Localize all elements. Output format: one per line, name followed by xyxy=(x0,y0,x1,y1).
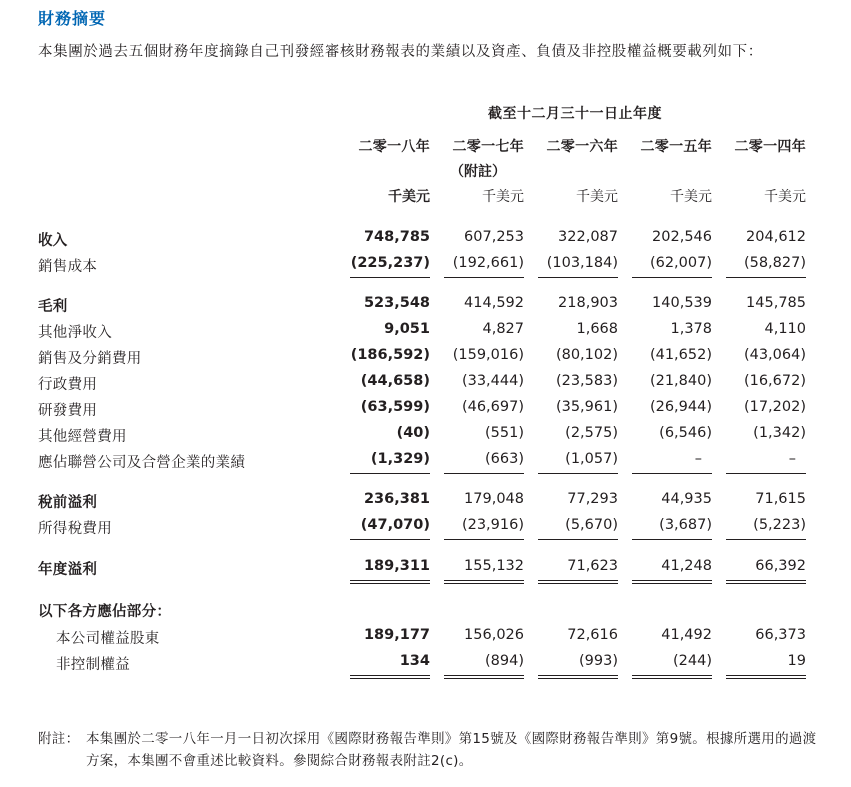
rule xyxy=(444,539,524,540)
cost-of-sales-2015: (62,007) xyxy=(649,255,712,271)
cost-of-sales-2014: (58,827) xyxy=(743,255,806,271)
non-controlling-2016: (993) xyxy=(579,653,618,669)
other-net-income-2015: 1,378 xyxy=(670,321,712,337)
rule xyxy=(632,675,712,676)
revenue-2018: 748,785 xyxy=(363,229,430,245)
unit-2018: 千美元 xyxy=(388,189,430,205)
profit-before-tax-2015: 44,935 xyxy=(661,491,712,507)
share-of-associates-2017: (663) xyxy=(485,451,524,467)
rule xyxy=(726,678,806,679)
rule xyxy=(538,277,618,278)
profit-for-year-2018: 189,311 xyxy=(363,558,430,574)
non-controlling-2018: 134 xyxy=(399,653,430,669)
equity-shareholders-2018: 189,177 xyxy=(363,627,430,643)
admin-expenses-2018: (44,658) xyxy=(360,373,430,389)
rule xyxy=(632,580,712,581)
row-label-share-of-associates: 應佔聯營公司及合營企業的業績 xyxy=(38,455,246,471)
rnd-expenses-2017: (46,697) xyxy=(461,399,524,415)
rule xyxy=(538,583,618,584)
other-operating-expenses-2017: (551) xyxy=(485,425,524,441)
rnd-expenses-2016: (35,961) xyxy=(555,399,618,415)
row-label-profit-for-year: 年度溢利 xyxy=(38,562,98,578)
rule xyxy=(350,539,430,540)
rnd-expenses-2018: (63,599) xyxy=(360,399,430,415)
rule xyxy=(632,473,712,474)
revenue-2014: 204,612 xyxy=(746,229,806,245)
selling-expenses-2018: (186,592) xyxy=(350,347,430,363)
gross-profit-2016: 218,903 xyxy=(558,295,618,311)
other-operating-expenses-2014: (1,342) xyxy=(753,425,806,441)
income-tax-2018: (47,070) xyxy=(360,517,430,533)
row-label-cost-of-sales: 銷售成本 xyxy=(38,259,98,275)
cost-of-sales-2017: (192,661) xyxy=(452,255,524,271)
rule xyxy=(350,583,430,584)
year-header-2016: 二零一六年 xyxy=(546,139,618,155)
non-controlling-2014: 19 xyxy=(787,653,806,669)
rule xyxy=(444,580,524,581)
profit-before-tax-2016: 77,293 xyxy=(567,491,618,507)
row-label-gross-profit: 毛利 xyxy=(38,299,68,315)
rule xyxy=(538,539,618,540)
non-controlling-2015: (244) xyxy=(673,653,712,669)
profit-for-year-2014: 66,392 xyxy=(755,558,806,574)
cost-of-sales-2018: (225,237) xyxy=(350,255,430,271)
rule xyxy=(444,277,524,278)
section-title: 財務摘要 xyxy=(38,9,107,28)
rule xyxy=(350,675,430,676)
unit-2016: 千美元 xyxy=(576,189,618,205)
share-of-associates-2018: (1,329) xyxy=(370,451,430,467)
share-of-associates-2015: – xyxy=(694,451,702,467)
row-label-non-controlling: 非控制權益 xyxy=(56,657,130,673)
row-label-selling-expenses: 銷售及分銷費用 xyxy=(38,351,142,367)
rule xyxy=(444,675,524,676)
gross-profit-2014: 145,785 xyxy=(746,295,806,311)
other-operating-expenses-2015: (6,546) xyxy=(659,425,712,441)
rnd-expenses-2014: (17,202) xyxy=(743,399,806,415)
other-net-income-2018: 9,051 xyxy=(384,321,430,337)
profit-before-tax-2018: 236,381 xyxy=(363,491,430,507)
row-label-rnd-expenses: 研發費用 xyxy=(38,403,98,419)
gross-profit-2018: 523,548 xyxy=(363,295,430,311)
revenue-2015: 202,546 xyxy=(652,229,712,245)
other-net-income-2016: 1,668 xyxy=(576,321,618,337)
profit-for-year-2017: 155,132 xyxy=(464,558,524,574)
rule xyxy=(632,277,712,278)
revenue-2017: 607,253 xyxy=(464,229,524,245)
admin-expenses-2014: (16,672) xyxy=(743,373,806,389)
year-header-2015: 二零一五年 xyxy=(640,139,712,155)
rule xyxy=(350,277,430,278)
share-of-associates-2016: (1,057) xyxy=(565,451,618,467)
income-tax-2016: (5,670) xyxy=(565,517,618,533)
revenue-2016: 322,087 xyxy=(558,229,618,245)
profit-before-tax-2017: 179,048 xyxy=(464,491,524,507)
income-tax-2017: (23,916) xyxy=(461,517,524,533)
selling-expenses-2016: (80,102) xyxy=(555,347,618,363)
selling-expenses-2017: (159,016) xyxy=(452,347,524,363)
equity-shareholders-2017: 156,026 xyxy=(464,627,524,643)
unit-2015: 千美元 xyxy=(670,189,712,205)
equity-shareholders-2015: 41,492 xyxy=(661,627,712,643)
rule xyxy=(726,539,806,540)
gross-profit-2015: 140,539 xyxy=(652,295,712,311)
footnote-text: 本集團於二零一八年一月一日初次採用《國際財務報告準則》第15號及《國際財務報告準則》第9號。根據所選用的過渡方案，本集團不會重述比較資料。參閱綜合財務報表附註2(c)。 xyxy=(86,731,817,769)
rule xyxy=(350,473,430,474)
row-label-equity-shareholders: 本公司權益股東 xyxy=(56,631,160,647)
rule xyxy=(726,277,806,278)
other-operating-expenses-2018: (40) xyxy=(396,425,430,441)
admin-expenses-2017: (33,444) xyxy=(461,373,524,389)
rule xyxy=(632,539,712,540)
unit-2017: 千美元 xyxy=(482,189,524,205)
period-header: 截至十二月三十一日止年度 xyxy=(488,106,662,122)
rule xyxy=(444,583,524,584)
rule xyxy=(538,580,618,581)
row-label-admin-expenses: 行政費用 xyxy=(38,377,98,393)
selling-expenses-2015: (41,652) xyxy=(649,347,712,363)
rule xyxy=(632,583,712,584)
admin-expenses-2016: (23,583) xyxy=(555,373,618,389)
row-label-income-tax: 所得稅費用 xyxy=(38,521,112,537)
gross-profit-2017: 414,592 xyxy=(464,295,524,311)
footnote-label: 附註： xyxy=(38,731,80,747)
row-label-profit-before-tax: 稅前溢利 xyxy=(38,495,98,511)
income-tax-2014: (5,223) xyxy=(753,517,806,533)
other-net-income-2014: 4,110 xyxy=(764,321,806,337)
row-label-revenue: 收入 xyxy=(38,233,68,249)
equity-shareholders-2014: 66,373 xyxy=(755,627,806,643)
other-net-income-2017: 4,827 xyxy=(482,321,524,337)
cost-of-sales-2016: (103,184) xyxy=(546,255,618,271)
row-label-attributable-to: 以下各方應佔部分： xyxy=(38,604,172,620)
rule xyxy=(726,583,806,584)
rnd-expenses-2015: (26,944) xyxy=(649,399,712,415)
rule xyxy=(350,580,430,581)
profit-before-tax-2014: 71,615 xyxy=(755,491,806,507)
profit-for-year-2015: 41,248 xyxy=(661,558,712,574)
year-header-2017: 二零一七年 xyxy=(452,139,524,155)
unit-2014: 千美元 xyxy=(764,189,806,205)
equity-shareholders-2016: 72,616 xyxy=(567,627,618,643)
rule xyxy=(444,678,524,679)
profit-for-year-2016: 71,623 xyxy=(567,558,618,574)
rule xyxy=(632,678,712,679)
selling-expenses-2014: (43,064) xyxy=(743,347,806,363)
year-header-2014: 二零一四年 xyxy=(734,139,806,155)
footnote xyxy=(38,728,828,772)
rule xyxy=(726,580,806,581)
rule xyxy=(726,473,806,474)
rule xyxy=(726,675,806,676)
rule xyxy=(538,675,618,676)
non-controlling-2017: (894) xyxy=(485,653,524,669)
intro-paragraph: 本集團於過去五個財務年度摘錄自己刊發經審核財務報表的業績以及資產、負債及非控股權益概要載列如下： xyxy=(38,44,763,60)
rule xyxy=(350,678,430,679)
rule xyxy=(538,473,618,474)
admin-expenses-2015: (21,840) xyxy=(649,373,712,389)
other-operating-expenses-2016: (2,575) xyxy=(565,425,618,441)
row-label-other-operating-expenses: 其他經營費用 xyxy=(38,429,127,445)
share-of-associates-2014: – xyxy=(788,451,796,467)
row-label-other-net-income: 其他淨收入 xyxy=(38,325,112,341)
note-mark-2017: （附註） xyxy=(450,164,506,180)
year-header-2018: 二零一八年 xyxy=(358,139,430,155)
rule xyxy=(444,473,524,474)
income-tax-2015: (3,687) xyxy=(659,517,712,533)
rule xyxy=(538,678,618,679)
